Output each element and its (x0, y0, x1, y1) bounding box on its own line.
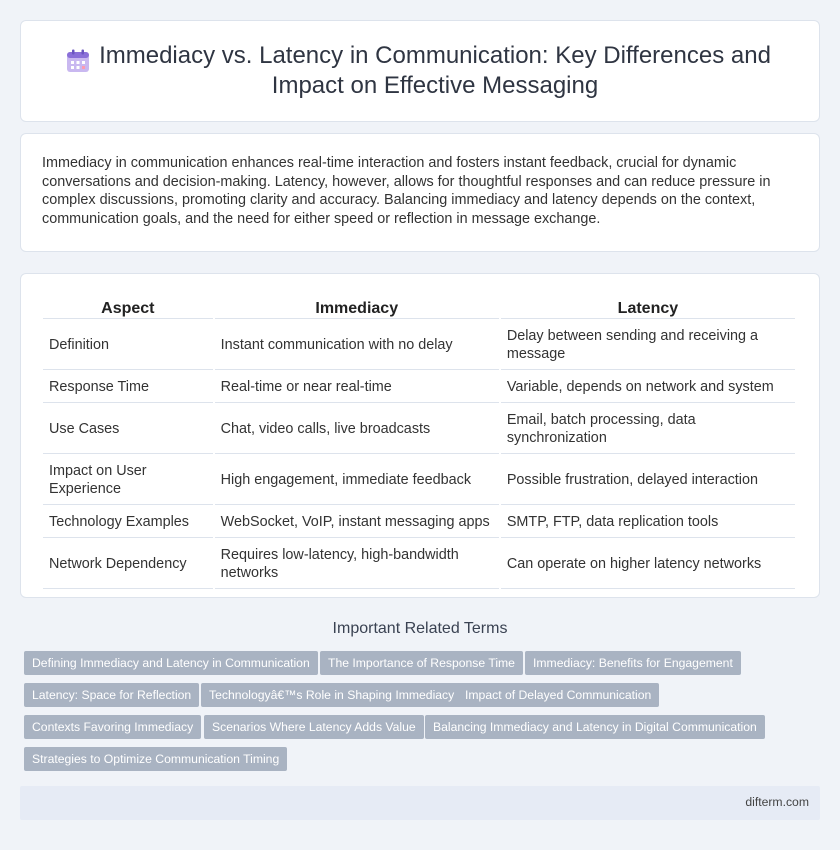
table-cell: Chat, video calls, live broadcasts (215, 405, 499, 454)
table-cell: High engagement, immediate feedback (215, 456, 499, 505)
table-header-row (43, 298, 795, 319)
related-term-tag[interactable]: Impact of Delayed Communication (457, 683, 659, 707)
table-cell: Instant communication with no delay (215, 321, 499, 370)
page-title: Immediacy vs. Latency in Communication: Key Differences and Impact on Effective Messaging (99, 42, 771, 99)
column-header-immediacy: Immediacy (215, 298, 499, 319)
related-term-tag[interactable]: Immediacy: Benefits for Engagement (525, 651, 741, 675)
intro-card (20, 133, 820, 252)
table-cell: Response Time (43, 372, 213, 403)
related-terms-title: Important Related Terms (332, 620, 508, 637)
table-row (43, 405, 795, 454)
table-row (43, 372, 795, 403)
table-cell: Network Dependency (43, 540, 213, 589)
intro-paragraph: Immediacy in communication enhances real-time interaction and fosters instant feedback, crucial for dynamic conversations and decision-making. Latency, however, allows for thoughtful responses and can reduce pressure in complex discussions, promoting clarity and accuracy. Balancing immediacy and latency depends on the context, communication goals, and the need for either speed or reflection in message exchange. (42, 155, 771, 227)
table-row (43, 507, 795, 538)
table-cell: WebSocket, VoIP, instant messaging apps (215, 507, 499, 538)
related-term-tag[interactable]: Scenarios Where Latency Adds Value (204, 715, 424, 739)
table-cell: Definition (43, 321, 213, 370)
table-row (43, 321, 795, 370)
footer (20, 786, 820, 820)
header-card (20, 20, 820, 122)
related-term-tag[interactable]: Technologyâ€™s Role in Shaping Immediacy (201, 683, 462, 707)
related-term-tag[interactable]: Contexts Favoring Immediacy (24, 715, 201, 739)
table-cell: Variable, depends on network and system (501, 372, 795, 403)
comparison-table-card (20, 273, 820, 598)
related-term-tag[interactable]: The Importance of Response Time (320, 651, 523, 675)
table-cell: Use Cases (43, 405, 213, 454)
table-row (43, 456, 795, 505)
table-cell: SMTP, FTP, data replication tools (501, 507, 795, 538)
table-row (43, 540, 795, 589)
table-cell: Email, batch processing, data synchronization (501, 405, 795, 454)
footer-site-name: difterm.com (745, 795, 809, 809)
related-term-tag[interactable]: Balancing Immediacy and Latency in Digital Communication (425, 715, 765, 739)
table-cell: Can operate on higher latency networks (501, 540, 795, 589)
table-cell: Possible frustration, delayed interaction (501, 456, 795, 505)
table-cell: Real-time or near real-time (215, 372, 499, 403)
column-header-aspect: Aspect (43, 298, 213, 319)
related-term-tag[interactable]: Latency: Space for Reflection (24, 683, 199, 707)
comparison-table (41, 296, 797, 591)
table-cell: Delay between sending and receiving a message (501, 321, 795, 370)
table-cell: Requires low-latency, high-bandwidth networks (215, 540, 499, 589)
related-term-tag[interactable]: Defining Immediacy and Latency in Communication (24, 651, 318, 675)
related-term-tag[interactable]: Strategies to Optimize Communication Timing (24, 747, 287, 771)
column-header-latency: Latency (501, 298, 795, 319)
table-cell: Technology Examples (43, 507, 213, 538)
table-cell: Impact on User Experience (43, 456, 213, 505)
